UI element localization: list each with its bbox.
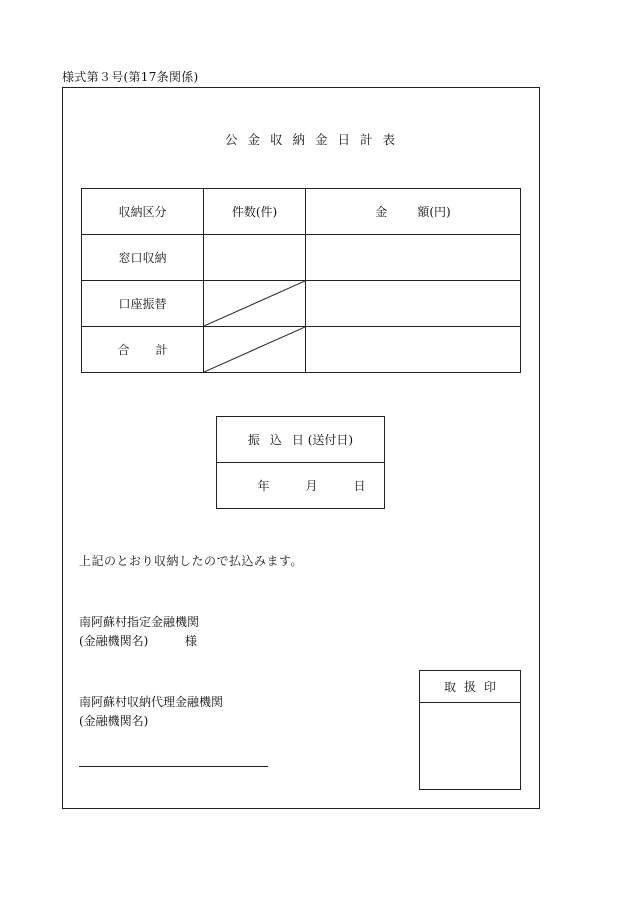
designated-institution-honorific: 様 — [185, 634, 198, 648]
table-row — [82, 281, 521, 327]
date-label-part3: 日 (送付日) — [291, 433, 354, 447]
date-label-part1: 振 — [247, 433, 260, 447]
header-amount-part1: 金 — [375, 205, 388, 219]
agent-institution-title: 南阿蘇村収納代理金融機関 — [79, 695, 224, 709]
total-label-part2: 計 — [155, 343, 168, 357]
designated-institution-name-label: (金融機関名) — [79, 634, 149, 648]
row-label-total — [82, 327, 204, 373]
cell-count-transfer-struck — [204, 281, 306, 327]
header-category: 収納区分 — [82, 189, 204, 235]
transfer-date-box — [216, 416, 385, 509]
year-label: 年 — [257, 479, 270, 493]
cell-count-total-struck — [204, 327, 306, 373]
cell-amount-total[interactable] — [306, 327, 521, 373]
date-label-part2: 込 — [269, 433, 282, 447]
transfer-date-value[interactable] — [217, 463, 385, 509]
designated-institution-title: 南阿蘇村指定金融機関 — [79, 615, 200, 629]
cell-amount-counter[interactable] — [306, 235, 521, 281]
diagonal-strike — [204, 281, 305, 326]
agent-institution-name-label: (金融機関名) — [79, 714, 149, 728]
header-amount-part2: 額(円) — [417, 205, 451, 219]
form-reference: 様式第３号(第17条関係) — [62, 70, 199, 84]
row-label-transfer: 口座振替 — [82, 281, 204, 327]
table-row — [82, 327, 521, 373]
total-label-part1: 合 — [117, 343, 130, 357]
payment-statement: 上記のとおり収納したので払込みます。 — [79, 554, 304, 568]
day-label: 日 — [353, 479, 366, 493]
handler-stamp-box — [419, 670, 521, 790]
form-title: 公金収納金日計表 — [224, 132, 405, 147]
header-amount — [306, 189, 521, 235]
collection-table — [81, 188, 521, 373]
month-label: 月 — [305, 479, 318, 493]
row-label-counter: 窓口収納 — [82, 235, 204, 281]
header-count: 件数(件) — [204, 189, 306, 235]
cell-count-counter[interactable] — [204, 235, 306, 281]
signature-line[interactable] — [79, 766, 268, 767]
table-header-row — [82, 189, 521, 235]
table-row — [82, 235, 521, 281]
diagonal-strike — [204, 327, 305, 372]
handler-stamp-label: 取扱印 — [420, 671, 520, 703]
transfer-date-label — [217, 417, 385, 463]
stamp-area[interactable] — [420, 703, 520, 789]
cell-amount-transfer[interactable] — [306, 281, 521, 327]
